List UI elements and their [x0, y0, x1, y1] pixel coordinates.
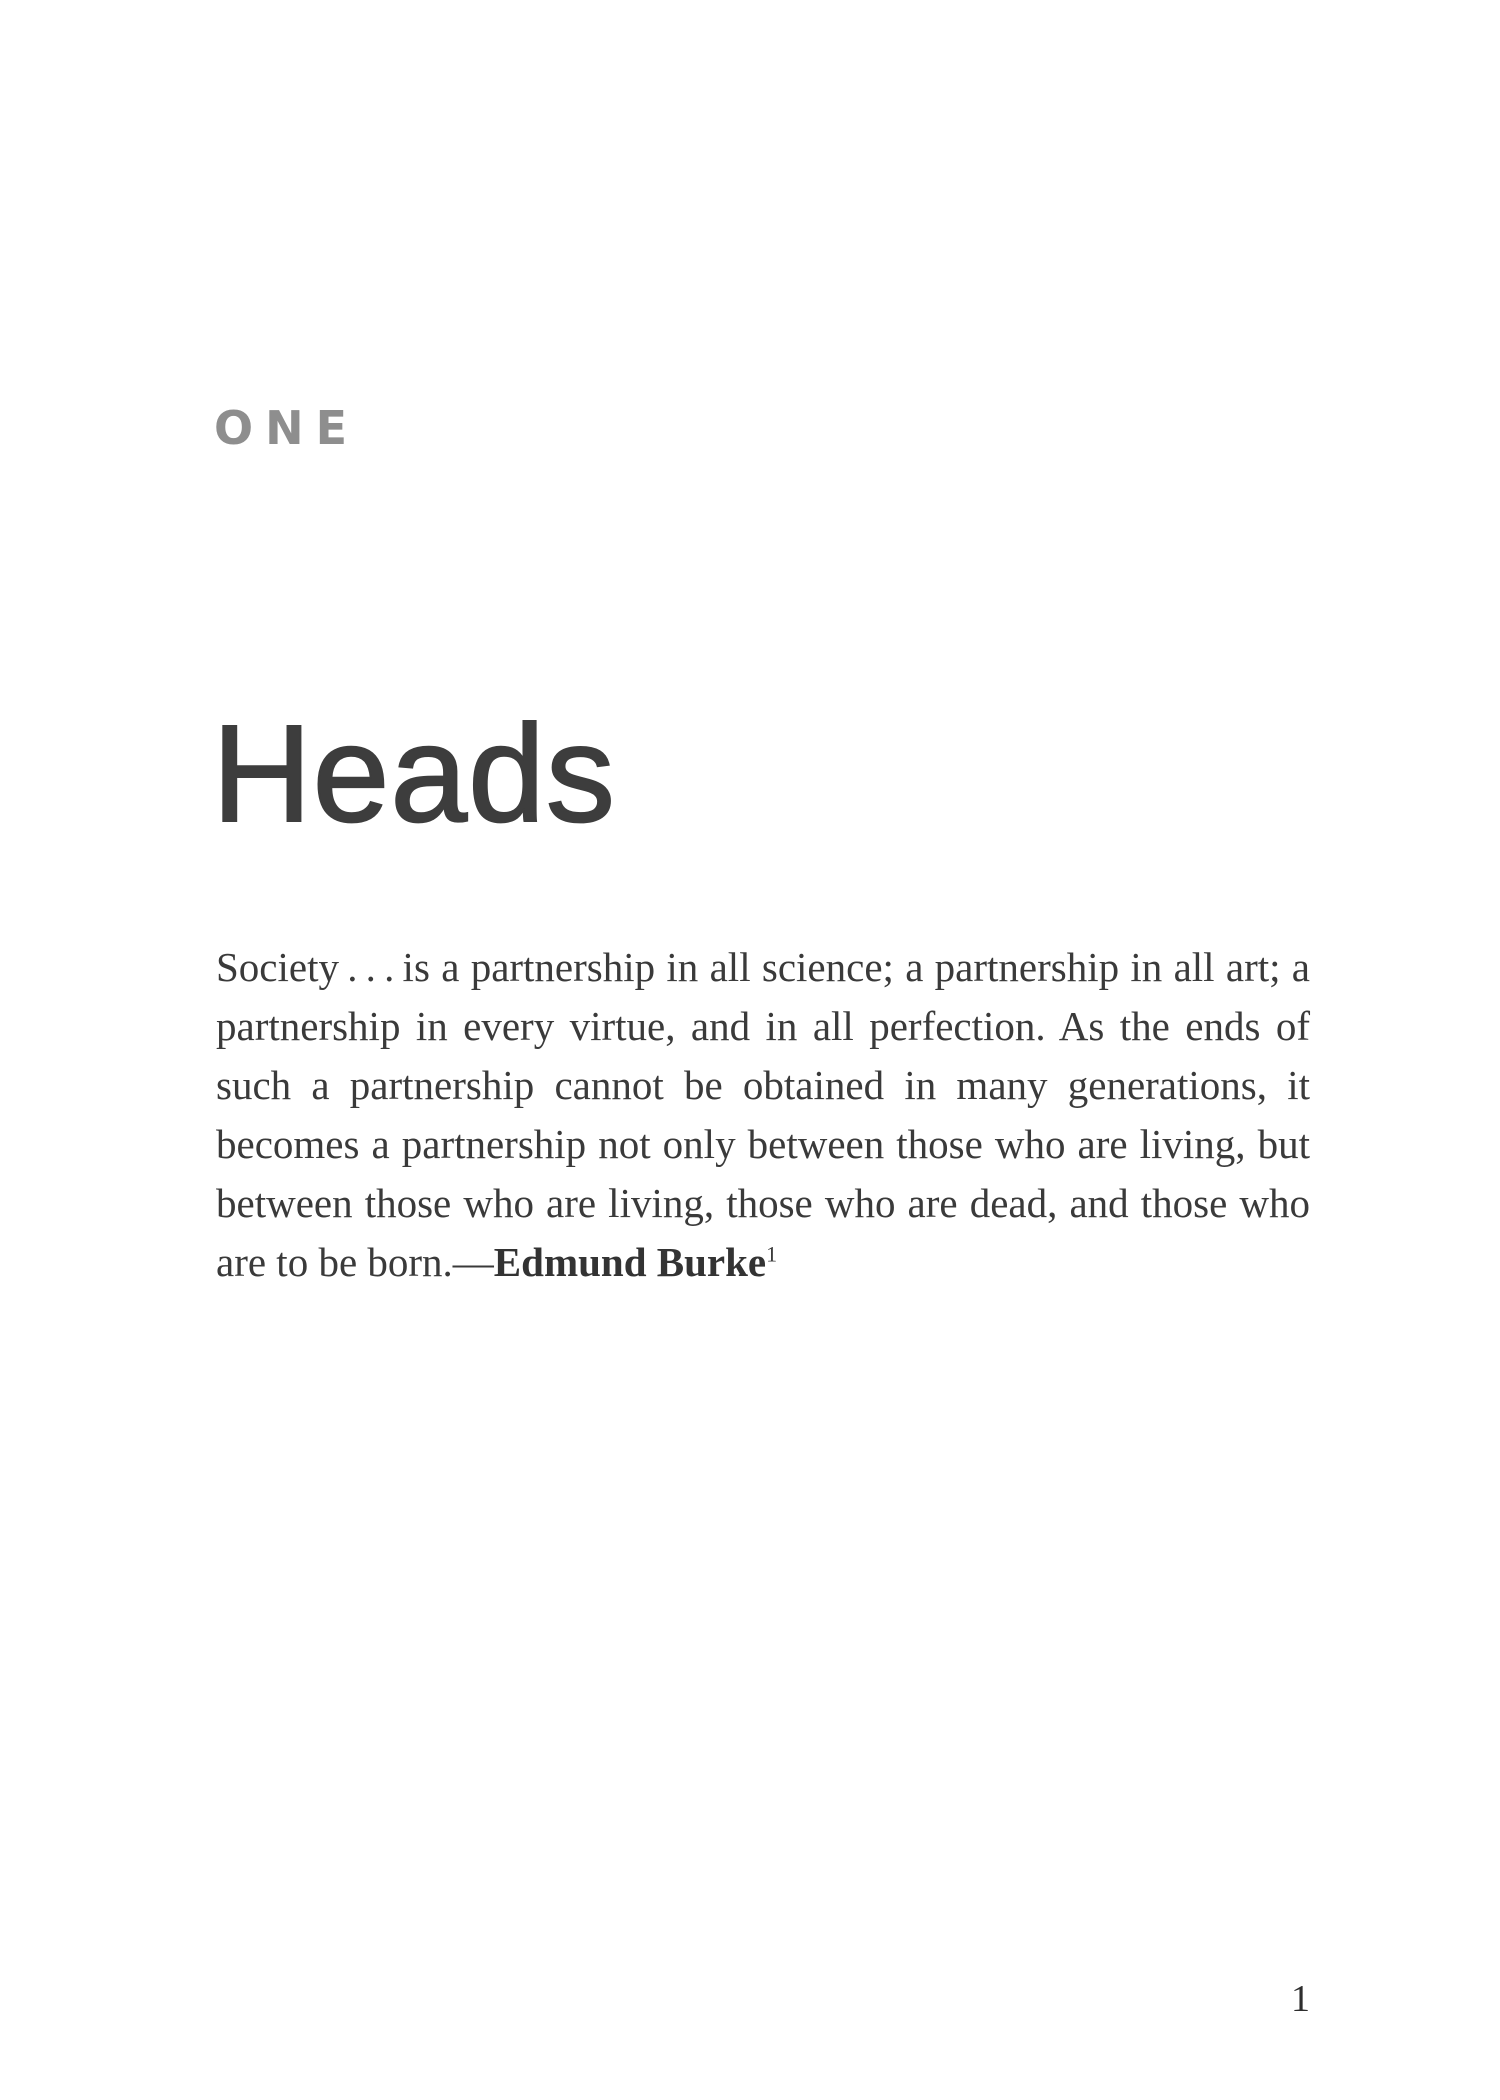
chapter-number-label: ONE	[214, 401, 360, 455]
page-number: 1	[1291, 1978, 1310, 2020]
epigraph-author: Edmund Burke	[493, 1239, 767, 1285]
epigraph	[216, 938, 1310, 1292]
footnote-marker[interactable]: 1	[766, 1241, 778, 1267]
epigraph-quote: Society . . . is a partnership in all science; a partnership in all art; a partnership in every virtue, and in all perfection. As the ends of such a partnership cannot be obtained in many generations, it becomes a partnership not only between those who are living, but between those who are living, those who are dead, and those who are to be born.	[216, 944, 1310, 1285]
epigraph-dash: —	[452, 1239, 494, 1285]
chapter-title: Heads	[212, 697, 616, 851]
